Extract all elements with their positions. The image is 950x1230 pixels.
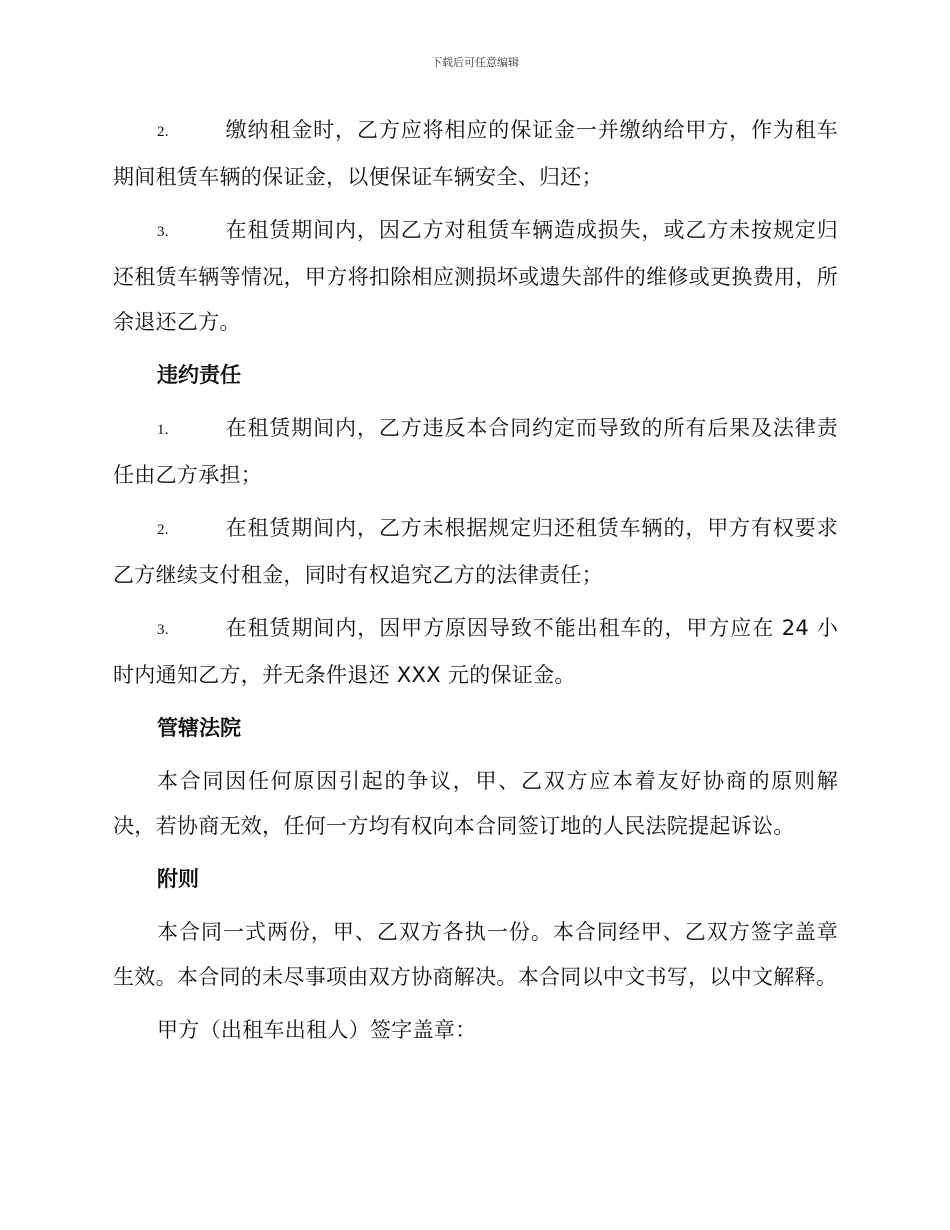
jurisdiction-text: 本合同因任何原因引起的争议，甲、乙双方应本着友好协商的原则解决，若协商无效，任何一方均有权向本合同签订地的人民法院提起诉讼。 [113,769,838,838]
item-text: 在租赁期间内，乙方未根据规定归还租赁车辆的，甲方有权要求乙方继续支付租金，同时有权追究乙方的法律责任； [113,516,838,587]
page-header: 下载后可任意编辑 [431,56,519,69]
item-text: 缴纳租金时，乙方应将相应的保证金一并缴纳给甲方，作为租车期间租赁车辆的保证金，以便保证车辆安全、归还； [113,118,838,189]
item-number: 3. [157,224,169,240]
item-text: 在租赁期间内，因乙方对租赁车辆造成损失，或乙方未按规定归还租赁车辆等情况，甲方将扣除相应测损坏或遗失部件的维修或更换费用，所余退还乙方。 [113,218,838,334]
liability-item-3 [113,606,838,698]
liability-heading: 违约责任 [157,363,241,387]
liability-item-2 [113,506,838,598]
deposit-item-2 [113,108,838,200]
supplementary-text: 本合同一式两份，甲、乙双方各执一份。本合同经甲、乙双方签字盖章生效。本合同的未尽事项由双方协商解决。本合同以中文书写，以中文解释。 [113,920,838,989]
supplementary-heading: 附则 [157,867,199,891]
party-a-signature-line: 甲方（出租车出租人）签字盖章： [157,1018,477,1042]
item-number: 2. [157,124,169,140]
item-number: 2. [157,522,169,538]
item-text: 在租赁期间内，乙方违反本合同约定而导致的所有后果及法律责任由乙方承担； [113,416,838,487]
item-number: 3. [157,622,169,638]
item-text: 在租赁期间内，因甲方原因导致不能出租车的，甲方应在 24 小时内通知乙方，并无条件退还 XXX 元的保证金。 [113,616,838,687]
liability-item-1 [113,406,838,498]
item-number: 1. [157,422,169,438]
jurisdiction-heading: 管辖法院 [157,716,241,740]
document-body [113,108,838,1061]
deposit-item-3 [113,208,838,345]
